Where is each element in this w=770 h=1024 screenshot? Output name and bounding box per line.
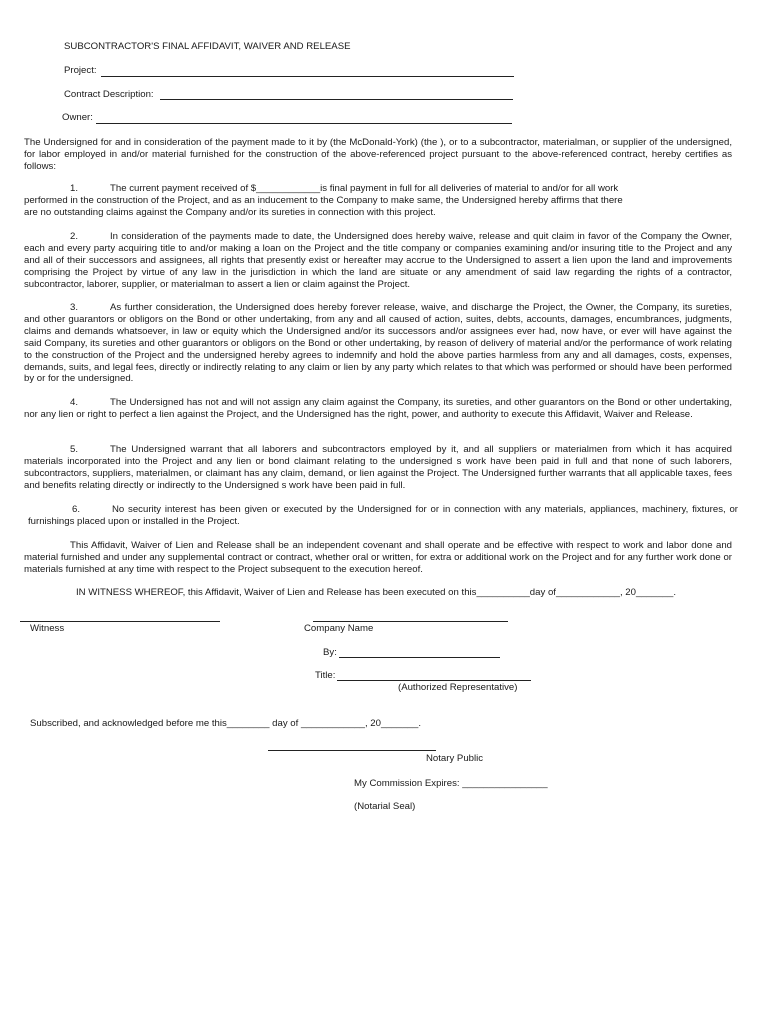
commission-expires-label: My Commission Expires: ________________ <box>354 778 548 789</box>
clause-text: The Undersigned has not and will not assign any claim against the Company, its sureties, and other guarantors on the Bond or other undertaking, nor any lien or right to perfect a lien against the Project, and the Undersigned has the right, power, and authority to execute this Affidavit, Waiver and Release. <box>24 397 732 420</box>
document-title: SUBCONTRACTOR'S FINAL AFFIDAVIT, WAIVER AND RELEASE <box>64 41 351 52</box>
notary-public-label: Notary Public <box>426 753 484 764</box>
clause-text: The Undersigned warrant that all laborers and subcontractors employed by it, and all suppliers or materialmen from which it has acquired materials incorporated into the Project and any lien or bond claimant relating to the undersigned s work have been paid in full and that none of such laborers, subcontractors, suppliers, materialmen, or claimant has any claim, demand, or lien against the Project. The Undersigned further warrants that all applicable taxes, fees and benefits relating directly or indirectly to the Undersigned s work have been paid in full. <box>24 444 732 491</box>
clause-6 <box>28 504 738 528</box>
clause-number: 5. <box>70 444 79 455</box>
subscribed-line: Subscribed, and acknowledged before me this________ day of ____________, 20_______. <box>30 718 421 729</box>
clause-1 <box>24 183 624 219</box>
notarial-seal-label: (Notarial Seal) <box>354 801 416 812</box>
by-signature-line[interactable] <box>339 657 500 658</box>
clause-number: 2. <box>70 231 79 242</box>
owner-label: Owner: <box>62 112 93 123</box>
clause-text: The current payment received of $____________is final payment in full for all deliveries of material to and/or for all work performed in the construction of the Project, and as an inducement to the Company to make same, the Undersigned hereby affirms that there are no outstanding claims against the Company and/or its sureties in connection with this project. <box>24 183 623 218</box>
clause-4 <box>24 397 732 421</box>
clause-3 <box>24 302 732 385</box>
contract-description-field[interactable] <box>160 99 513 100</box>
closing-paragraph: This Affidavit, Waiver of Lien and Release shall be an independent covenant and shall operate and be effective with respect to work and labor done and material furnished and under any supplemental contract or contract, whether oral or written, for extra or additional work on the Project and for any further work done or materials furnished at any time with respect to the Project subsequent to the execution hereof. <box>24 540 732 575</box>
clause-5 <box>24 444 732 492</box>
project-label: Project: <box>64 65 97 76</box>
notary-signature-line[interactable] <box>268 750 436 751</box>
authorized-representative-label: (Authorized Representative) <box>398 682 518 693</box>
witness-label: Witness <box>30 623 65 634</box>
intro-paragraph: The Undersigned for and in consideration of the payment made to it by (the McDonald-York) (the ), or to a subcontractor, materialman, or supplier of the undersigned, for labor employed in and/or material furnished for the construction of the above-referenced project pursuant to the above-referenced contract, hereby certifies as follows: <box>24 137 732 172</box>
company-name-label: Company Name <box>304 623 374 634</box>
project-field[interactable] <box>101 76 514 77</box>
title-label: Title: <box>315 670 336 681</box>
owner-field[interactable] <box>96 123 512 124</box>
clause-2 <box>24 231 732 291</box>
clause-text: In consideration of the payments made to date, the Undersigned does hereby waive, release and quit claim in favor of the Company the Owner, each and every party acquiring title to and/or making a loan on the Project and the title company or companies examining and/or insuring title to the Project and any and all of their successors and assignees, all rights that presently exist or hereafter may accrue to the Undersigned to assert a lien upon the land and improvements comprising the Project by virtue of any law in the jurisdiction in which the land are situate or any amendment of said law regarding the rights of a contractor, subcontractor, laborer, supplier, or materialman to assert a lien or claim against the Project. <box>24 231 732 290</box>
by-label: By: <box>323 647 337 658</box>
clause-number: 4. <box>70 397 79 408</box>
company-signature-line[interactable] <box>313 621 508 622</box>
clause-number: 3. <box>70 302 79 313</box>
witness-clause: IN WITNESS WHEREOF, this Affidavit, Waiver of Lien and Release has been executed on this__________day of____________, 20_______. <box>76 587 676 598</box>
clause-text: No security interest has been given or executed by the Undersigned for or in connection with any materials, appliances, machinery, fixtures, or furnishings placed upon or installed in the Project. <box>28 504 738 527</box>
clause-text: As further consideration, the Undersigned does hereby forever release, waive, and discharge the Project, the Owner, the Company, its sureties, and other guarantors or obligors on the Bond or other undertaking, from any and all caused of action, suites, debts, accounts, damages, encumbrances, judgments, claims and demands whatsoever, in law or equity which the Undersigned and/or its successors and/or assignees ever had, now have, or ever will have against the said Company, its sureties and other guarantors or obligors on the Bond or other undertaking, by reason of delivery of material and/or the performance of work relating to the construction of the Project and the undersigned hereby agrees to indemnify and hold the above parties harmless from any and all damages, costs, expenses, demands, suits, and legal fees, directly or indirectly relating to any claim or lien by any party which relates to that which was performed or should have been performed by or for the undersigned. <box>24 302 732 385</box>
clause-number: 6. <box>72 504 81 515</box>
contract-description-label: Contract Description: <box>64 89 154 100</box>
clause-number: 1. <box>70 183 79 194</box>
witness-signature-line[interactable] <box>20 621 220 622</box>
title-signature-line[interactable] <box>337 680 531 681</box>
